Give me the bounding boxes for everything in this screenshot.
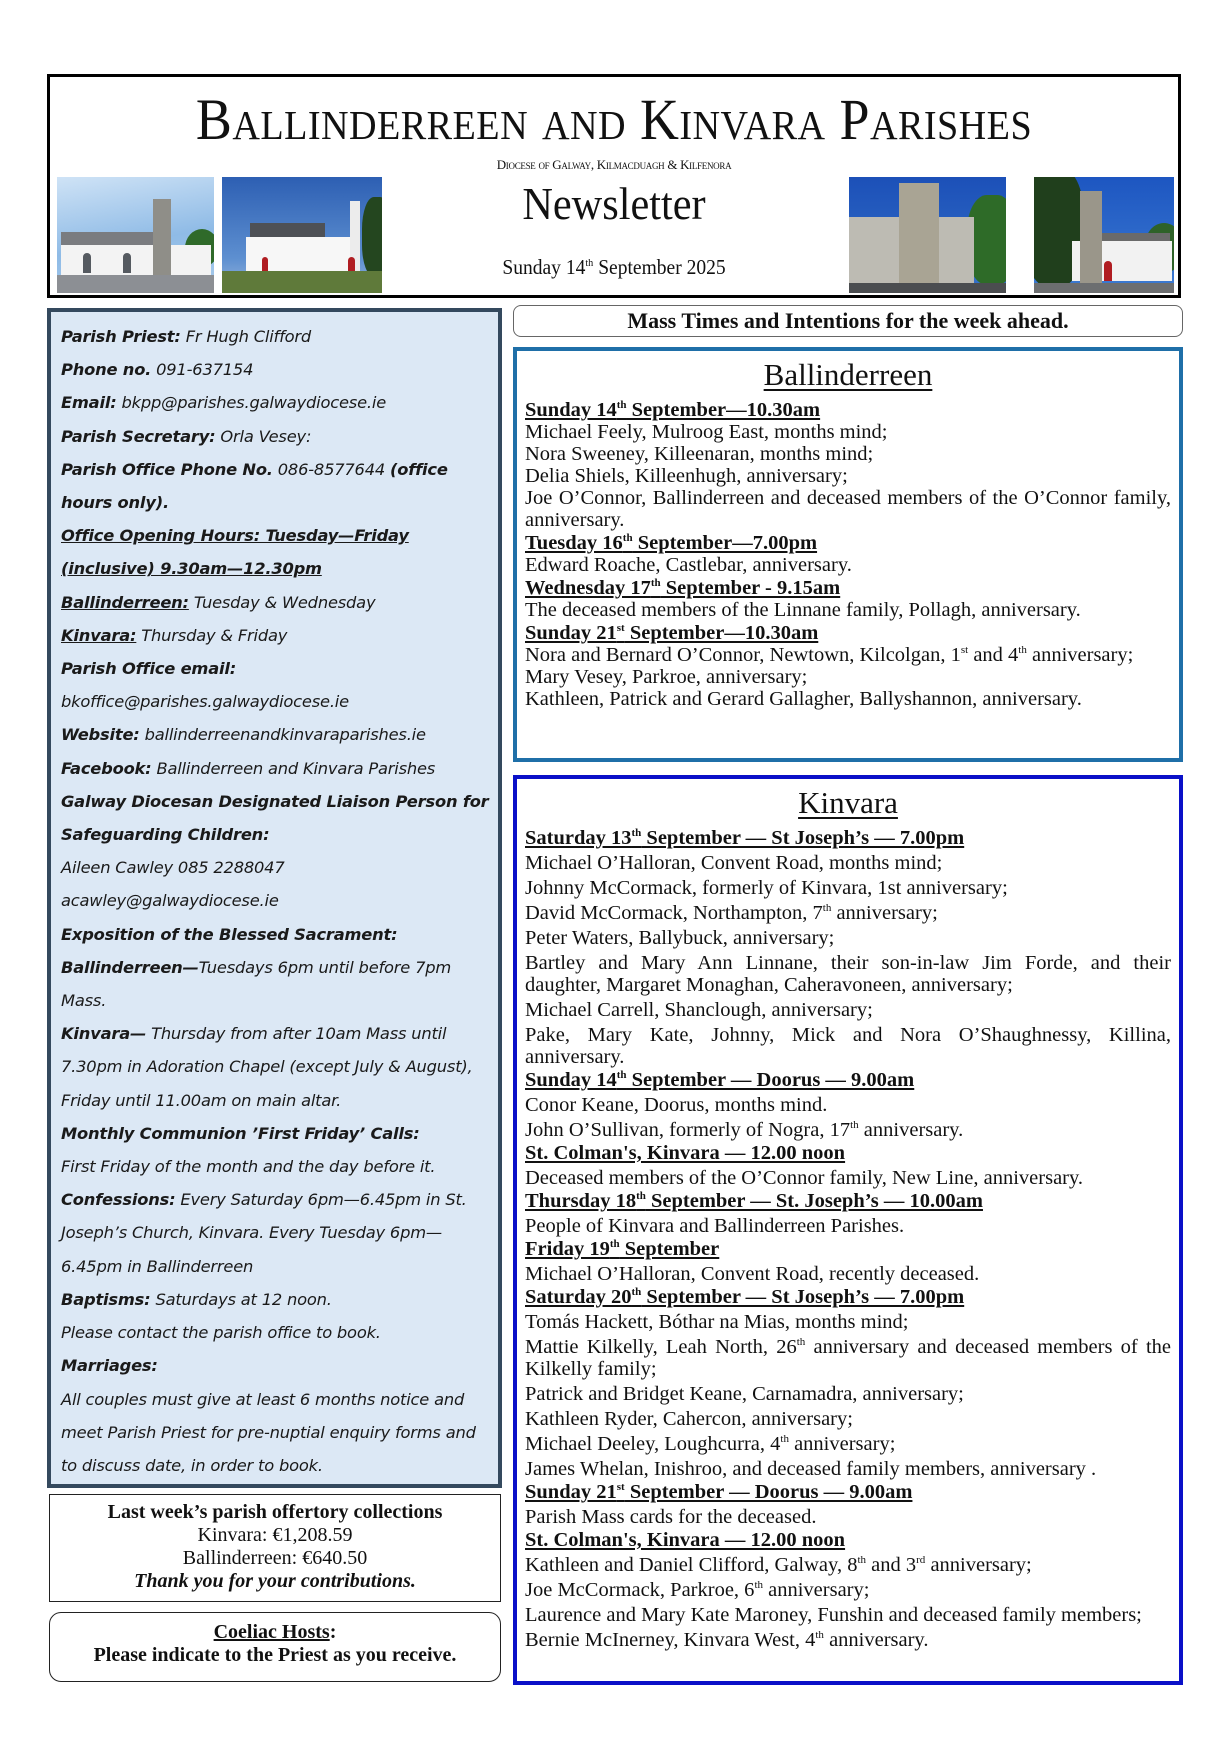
mass-intention xyxy=(525,1094,1171,1116)
ordinal-suffix: th xyxy=(631,1286,642,1299)
mass-intention xyxy=(525,1433,1171,1455)
info-office-email[interactable]: bkoffice@parishes.galwaydiocese.ie xyxy=(61,692,349,712)
ordinal-suffix: st xyxy=(616,1481,625,1494)
mass-slot-heading xyxy=(525,622,1171,644)
text-part: and 4 xyxy=(968,644,1019,666)
mass-intention xyxy=(525,1311,1171,1333)
diocese-subtitle: Diocese of Galway, Kilmacduagh & Kilfenora xyxy=(496,157,732,172)
text-part: Tuesday 16 xyxy=(525,532,623,554)
text-part: anniversary; xyxy=(831,902,938,924)
mass-slot-heading xyxy=(525,577,1171,599)
ordinal-suffix: th xyxy=(650,577,661,590)
mass-intention xyxy=(525,465,1171,487)
mass-intention xyxy=(525,421,1171,443)
date-month-year: September 2025 xyxy=(593,255,726,279)
coeliac-text: Please indicate to the Priest as you receive. xyxy=(93,1644,457,1666)
ordinal-suffix: th xyxy=(822,902,832,915)
text-part: September — Doorus — 9.00am xyxy=(624,1481,913,1503)
info-phone: Phone no. 091-637154 xyxy=(61,360,254,380)
text-part: Mary Vesey, Parkroe, anniversary; xyxy=(525,666,808,688)
coeliac-box xyxy=(49,1612,501,1682)
mass-times-heading: Mass Times and Intentions for the week ahead. xyxy=(513,305,1183,337)
text-part: September — St. Joseph’s — 10.00am xyxy=(645,1190,983,1212)
ballinderreen-slots xyxy=(525,399,1171,710)
offertory-kinvara: Kinvara: €1,208.59 xyxy=(197,1524,353,1546)
offertory-ballinderreen: Ballinderreen: €640.50 xyxy=(182,1547,368,1569)
mass-intention xyxy=(525,1408,1171,1430)
text-part: Saturday 20 xyxy=(525,1286,632,1308)
text-part: Pake, Mary Kate, Johnny, Mick and Nora O’Shaughnessy, Killina, anniversary. xyxy=(525,1024,1171,1068)
text-part: Kathleen, Patrick and Gerard Gallagher, Ballyshannon, anniversary. xyxy=(525,688,1082,710)
text-part: The deceased members of the Linnane family, Pollagh, anniversary. xyxy=(525,599,1081,621)
issue-date xyxy=(89,255,1138,280)
mass-intention xyxy=(525,688,1171,710)
text-part: Joe O’Connor, Ballinderreen and deceased members of the O’Connor family, anniversary. xyxy=(525,487,1171,531)
text-part: September — St Joseph’s — 7.00pm xyxy=(641,827,965,849)
mass-slot-heading xyxy=(525,1238,1171,1260)
kinvara-title: Kinvara xyxy=(798,785,898,820)
mass-intention xyxy=(525,1579,1171,1601)
text-part: Sunday 14 xyxy=(525,1069,617,1091)
info-marriages-label: Marriages: xyxy=(61,1356,158,1376)
text-part: Saturday 13 xyxy=(525,827,632,849)
ordinal-suffix: th xyxy=(1018,644,1027,657)
mass-slot-heading xyxy=(525,1529,1171,1551)
mass-intention xyxy=(525,599,1171,621)
text-part: September—10.30am xyxy=(624,622,819,644)
date-ordinal: th xyxy=(585,257,594,269)
mass-slot-heading xyxy=(525,399,1171,421)
mass-slot-heading xyxy=(525,1286,1171,1308)
ordinal-suffix: th xyxy=(616,399,627,412)
mass-intention xyxy=(525,1554,1171,1576)
mass-intention xyxy=(525,644,1171,666)
text-part: September — St Joseph’s — 7.00pm xyxy=(641,1286,965,1308)
text-part: anniversary. xyxy=(823,1629,929,1651)
info-exposition-ballinderreen: Ballinderreen—Tuesdays 6pm until before 7pm Mass. xyxy=(61,957,452,1011)
info-marriages: All couples must give at least 6 months notice and meet Parish Priest for pre-nuptial enquiry forms and to discuss date, in order to book. xyxy=(61,1389,476,1475)
ordinal-suffix: th xyxy=(754,1579,763,1592)
mass-intention xyxy=(525,1024,1171,1068)
text-part: Sunday 21 xyxy=(525,622,617,644)
text-part: Nora and Bernard O’Connor, Newtown, Kilcolgan, 1 xyxy=(525,644,961,666)
mass-intention xyxy=(525,1458,1171,1480)
info-liaison-name: Aileen Cawley 085 2288047 xyxy=(61,858,285,878)
mass-intention xyxy=(525,1167,1171,1189)
text-part: St. Colman's, Kinvara — 12.00 noon xyxy=(525,1529,846,1551)
text-part: anniversary; xyxy=(788,1433,896,1455)
text-part: People of Kinvara and Ballinderreen Parishes. xyxy=(525,1215,905,1237)
mass-intention xyxy=(525,852,1171,874)
text-part: Sunday 21 xyxy=(525,1481,617,1503)
mass-slot-heading xyxy=(525,1142,1171,1164)
offertory-box xyxy=(49,1494,501,1602)
mass-intention xyxy=(525,952,1171,996)
info-baptisms-note: Please contact the parish office to book. xyxy=(61,1323,381,1343)
text-part: Nora Sweeney, Killeenaran, months mind; xyxy=(525,443,874,465)
text-part: St. Colman's, Kinvara — 12.00 noon xyxy=(525,1142,846,1164)
ordinal-suffix: th xyxy=(636,1190,646,1203)
text-part: Delia Shiels, Killeenhugh, anniversary; xyxy=(525,465,848,487)
mass-intention xyxy=(525,1119,1171,1141)
text-part: September - 9.15am xyxy=(660,577,841,599)
mass-slot-heading xyxy=(525,1069,1171,1091)
text-part: Sunday 14 xyxy=(525,399,617,421)
info-confessions: Confessions: Every Saturday 6pm—6.45pm in St. Joseph’s Church, Kinvara. Every Tuesday 6pm—6.45pm in Ballinderreen xyxy=(61,1190,467,1276)
text-part: Deceased members of the O’Connor family, New Line, anniversary. xyxy=(525,1167,1084,1189)
text-part: Friday 19 xyxy=(525,1238,610,1260)
ballinderreen-masses xyxy=(513,347,1183,762)
text-part: September — Doorus — 9.00am xyxy=(626,1069,915,1091)
mass-intention xyxy=(525,902,1171,924)
text-part: Johnny McCormack, formerly of Kinvara, 1st anniversary; xyxy=(525,877,1008,899)
info-facebook: Facebook: Ballinderreen and Kinvara Parishes xyxy=(61,758,436,778)
info-office-phone: Parish Office Phone No. 086-8577644 (office hours only). xyxy=(61,459,448,513)
ordinal-suffix: rd xyxy=(916,1554,926,1567)
ordinal-suffix: th xyxy=(780,1433,789,1446)
mass-slot-heading xyxy=(525,532,1171,554)
info-baptisms: Baptisms: Saturdays at 12 noon. xyxy=(61,1289,332,1309)
text-part: Tomás Hackett, Bóthar na Mias, months mind; xyxy=(525,1311,909,1333)
mass-slot-heading xyxy=(525,1481,1171,1503)
ordinal-suffix: th xyxy=(616,1069,627,1082)
masthead xyxy=(47,74,1181,298)
kinvara-masses xyxy=(513,775,1183,1685)
text-part: Edward Roache, Castlebar, anniversary. xyxy=(525,554,852,576)
info-exposition-kinvara: Kinvara— Thursday from after 10am Mass until 7.30pm in Adoration Chapel (except July & August), Friday until 11.00am on main altar. xyxy=(61,1024,473,1110)
info-office-email-label: Parish Office email: xyxy=(61,659,237,679)
mass-intention xyxy=(525,443,1171,465)
mass-intention xyxy=(525,1336,1171,1380)
text-part: Joe McCormack, Parkroe, 6 xyxy=(525,1579,755,1601)
mass-intention xyxy=(525,1215,1171,1237)
ordinal-suffix: th xyxy=(609,1238,620,1251)
info-website: Website: ballinderreenandkinvaraparishes.ie xyxy=(61,725,426,745)
text-part: September—10.30am xyxy=(626,399,821,421)
info-communion: First Friday of the month and the day before it. xyxy=(61,1157,436,1177)
mass-slot-heading xyxy=(525,1190,1171,1212)
text-part: David McCormack, Northampton, 7 xyxy=(525,902,823,924)
ordinal-suffix: th xyxy=(857,1554,867,1567)
mass-intention xyxy=(525,1263,1171,1285)
text-part: Wednesday 17 xyxy=(525,577,651,599)
mass-intention xyxy=(525,666,1171,688)
text-part: anniversary; xyxy=(763,1579,870,1601)
text-part: September xyxy=(619,1238,720,1260)
coeliac-heading: Coeliac Hosts: xyxy=(213,1621,337,1643)
info-secretary: Parish Secretary: Orla Vesey: xyxy=(61,426,312,446)
text-part: Michael Carrell, Shanclough, anniversary; xyxy=(525,999,873,1021)
text-part: Michael O’Halloran, Convent Road, recently deceased. xyxy=(525,1263,980,1285)
mass-intention xyxy=(525,1629,1171,1651)
text-part: and 3 xyxy=(866,1554,917,1576)
text-part: John O’Sullivan, formerly of Nogra, 17 xyxy=(525,1119,851,1141)
info-communion-label: Monthly Communion ’First Friday’ Calls: xyxy=(61,1123,420,1143)
ordinal-suffix: th xyxy=(850,1119,859,1132)
info-exposition-label: Exposition of the Blessed Sacrament: xyxy=(61,924,398,944)
text-part: Michael Feely, Mulroog East, months mind; xyxy=(525,421,888,443)
info-kinvara-days: Kinvara: Thursday & Friday xyxy=(61,625,288,645)
text-part: Peter Waters, Ballybuck, anniversary; xyxy=(525,927,835,949)
website-link[interactable]: ballinderreenandkinvaraparishes.ie xyxy=(139,725,426,745)
mass-intention xyxy=(525,1383,1171,1405)
text-part: Laurence and Mary Kate Maroney, Funshin and deceased family members; xyxy=(525,1604,1142,1626)
text-part: anniversary; xyxy=(925,1554,1032,1576)
ordinal-suffix: th xyxy=(622,532,633,545)
text-part: Patrick and Bridget Keane, Carnamadra, anniversary; xyxy=(525,1383,964,1405)
info-parish-priest: Parish Priest: Fr Hugh Clifford xyxy=(61,327,311,346)
kinvara-slots xyxy=(525,827,1171,1651)
text-part: Parish Mass cards for the deceased. xyxy=(525,1506,817,1528)
ordinal-suffix: st xyxy=(960,644,969,657)
text-part: Bartley and Mary Ann Linnane, their son-in-law Jim Forde, and their daughter, Margaret Monaghan, Caheravoneen, anniversary; xyxy=(525,952,1171,996)
text-part: Kathleen Ryder, Cahercon, anniversary; xyxy=(525,1408,853,1430)
mass-intention xyxy=(525,1604,1171,1626)
text-part: Michael O’Halloran, Convent Road, months mind; xyxy=(525,852,943,874)
offertory-thanks: Thank you for your contributions. xyxy=(134,1570,416,1592)
text-part: September—7.00pm xyxy=(632,532,818,554)
ordinal-suffix: th xyxy=(796,1336,806,1349)
ordinal-suffix: th xyxy=(815,1629,824,1642)
newsletter-heading: Newsletter xyxy=(522,178,706,229)
text-part: anniversary; xyxy=(1026,644,1134,666)
mass-intention xyxy=(525,554,1171,576)
ordinal-suffix: th xyxy=(631,827,642,840)
facebook-link[interactable]: Ballinderreen and Kinvara Parishes xyxy=(151,758,436,778)
text-part: anniversary. xyxy=(858,1119,964,1141)
info-liaison-label: Galway Diocesan Designated Liaison Person for Safeguarding Children: xyxy=(61,791,489,845)
mass-intention xyxy=(525,1506,1171,1528)
mass-intention xyxy=(525,877,1171,899)
text-part: Michael Deeley, Loughcurra, 4 xyxy=(525,1433,781,1455)
ballinderreen-title: Ballinderreen xyxy=(763,357,933,392)
info-email: Email: bkpp@parishes.galwaydiocese.ie xyxy=(61,393,387,413)
mass-intention xyxy=(525,487,1171,531)
text-part: Thursday 18 xyxy=(525,1190,637,1212)
mass-slot-heading xyxy=(525,827,1171,849)
offertory-heading: Last week’s parish offertory collections xyxy=(107,1501,443,1523)
parish-info-panel xyxy=(47,308,502,1488)
text-part: Conor Keane, Doorus, months mind. xyxy=(525,1094,828,1116)
newsletter-title: Ballinderreen and Kinvara Parishes xyxy=(195,87,1033,152)
ordinal-suffix: st xyxy=(616,622,625,635)
info-liaison-email[interactable]: acawley@galwaydiocese.ie xyxy=(61,891,279,911)
text-part: Bernie McInerney, Kinvara West, 4 xyxy=(525,1629,816,1651)
date-day: Sunday 14 xyxy=(502,255,586,279)
text-part: Mattie Kilkelly, Leah North, 26 xyxy=(525,1336,797,1358)
text-part: James Whelan, Inishroo, and deceased family members, anniversary . xyxy=(525,1458,1097,1480)
info-ballinderreen-days: Ballinderreen: Tuesday & Wednesday xyxy=(61,592,376,612)
mass-intention xyxy=(525,927,1171,949)
email-link[interactable]: bkpp@parishes.galwaydiocese.ie xyxy=(116,393,387,413)
mass-intention xyxy=(525,999,1171,1021)
text-part: Kathleen and Daniel Clifford, Galway, 8 xyxy=(525,1554,858,1576)
info-opening-hours: Office Opening Hours: Tuesday—Friday (inclusive) 9.30am—12.30pm xyxy=(61,526,409,579)
text-part: anniversary and deceased members of the Kilkelly family; xyxy=(525,1336,1171,1380)
